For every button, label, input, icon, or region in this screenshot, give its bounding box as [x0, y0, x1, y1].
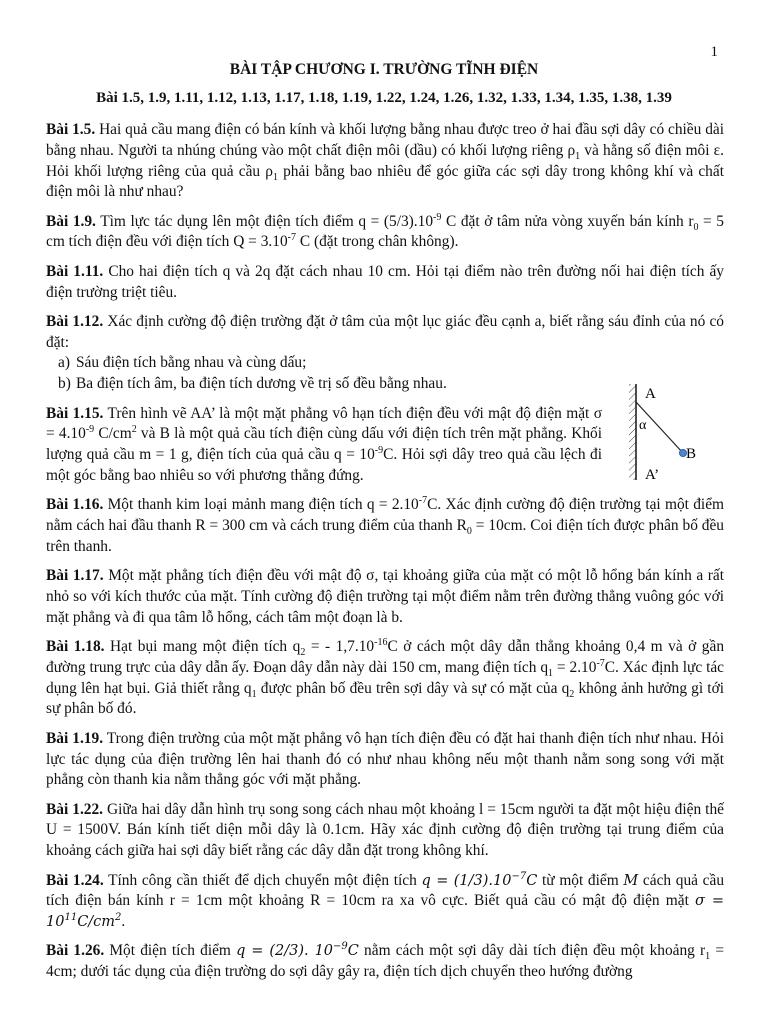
label-alpha: α — [639, 418, 647, 433]
superscript: -9 — [374, 445, 384, 457]
exercise-text: Giữa hai dây dẫn hình trụ song song cách nhau một khoảng l = 15cm người ta đặt một hiệu điện thế U = 1500V. Bán kính tiết diện mỗi dây là 0.1cm. Hãy xác định cường độ điện trường tại trung điểm của khoảng cách giữa hai sợi dây biết rằng các dây dẫn đặt trong không khí. — [46, 800, 724, 860]
exercise-text: C ở cách một dây dẫn thẳng khoảng 0,4 m và ở gần đường trung trực của dây dẫn ấy. Đoạn dây dẫn này dài 150 cm, mang điện tích q — [46, 638, 725, 676]
exercise-list: Bài 1.5, 1.9, 1.11, 1.12, 1.13, 1.17, 1.18, 1.19, 1.22, 1.24, 1.26, 1.32, 1.33, 1.34, 1.35, 1.38, 1.39 — [96, 90, 672, 106]
exercise-text: = - 1,7.10 — [305, 638, 375, 656]
exercise-text: C. Xác định lực tác dụng lên hạt bụi. Giả thiết rằng q — [46, 658, 725, 697]
option-marker: b) — [58, 375, 71, 393]
exercise-text: Cho hai điện tích q và 2q đặt cách nhau 10 cm. Hỏi tại điểm nào trên đường nối hai điện tích ấy điện trường triệt tiêu. — [46, 262, 724, 301]
exercise-content — [46, 120, 724, 991]
superscript: -16 — [374, 636, 388, 648]
figure-svg — [620, 380, 730, 490]
subscript: 1 — [272, 171, 278, 183]
exercise-1-5 — [46, 120, 724, 203]
exercise-text: không ảnh hưởng gì tới sự phân bố đó. — [46, 679, 724, 718]
math-text: q = (1/3).10 — [421, 872, 512, 889]
exercise-label: Bài 1.17. — [46, 567, 104, 585]
exercise-1-26 — [46, 941, 724, 983]
superscript: -9 — [85, 424, 95, 436]
exercise-text: Hai quả cầu mang điện có bán kính và khối lượng bằng nhau được treo ở hai đầu sợi dây có chiều dài bằng nhau. Người ta nhúng chúng vào một chất điện môi (dầu) có khối lượng riêng ρ — [46, 121, 725, 159]
exercise-text: Một điện tích điểm — [104, 942, 237, 960]
exercise-1-11 — [46, 262, 724, 304]
exercise-text: Xác định cường độ điện trường đặt ở tâm của một lục giác đều cạnh a, biết rằng sáu đỉnh của nó có đặt: — [46, 312, 724, 351]
exercise-label: Bài 1.9. — [46, 212, 96, 230]
math-expression — [421, 870, 538, 889]
subscript: 1 — [251, 688, 257, 700]
charged-plane-hatching — [629, 384, 636, 480]
superscript: −7 — [511, 870, 527, 882]
option-a — [46, 353, 724, 374]
exercise-1-16 — [46, 495, 724, 557]
option-marker: a) — [58, 354, 70, 372]
subscript: 1 — [548, 667, 554, 679]
superscript: −9 — [333, 941, 348, 953]
subscript: 0 — [693, 221, 699, 233]
exercise-text: C. Xác định cường độ điện trường tại một điểm nằm cách hai đầu thanh R = 300 cm và cách trung điểm của thanh R — [46, 496, 725, 535]
exercise-text: Hạt bụi mang một điện tích q — [104, 638, 301, 656]
exercise-text: C/cm — [94, 425, 132, 443]
exercise-1-15 — [46, 404, 602, 487]
exercise-text: Tìm lực tác dụng lên một điện tích điểm q = (5/3).10 — [95, 212, 434, 230]
exercise-text: = 2.10 — [553, 658, 597, 676]
superscript: 2 — [115, 912, 122, 924]
exercise-text: phải bằng bao nhiêu để góc giữa các sợi dây trong không khí và chất điện môi là như nhau? — [46, 162, 724, 201]
exercise-label: Bài 1.26. — [46, 942, 105, 960]
exercise-label: Bài 1.19. — [46, 729, 104, 747]
subscript: 1 — [705, 951, 711, 963]
exercise-text: . — [121, 913, 126, 931]
exercise-text: Một mặt phẳng tích điện đều với mật độ σ, tại khoảng giữa của mặt có một lỗ hổng bán kính a rất nhỏ so với kích thước của mặt. Tính cường độ điện trường tại một điểm nằm trên đường thẳng vuông góc với mặt phẳng và đi qua tâm lỗ hổng, cách tâm một đoạn là b. — [46, 567, 724, 626]
math-text: C — [347, 943, 359, 960]
exercise-text: C. Hỏi sợi dây treo quả cầu lệch đi một góc bằng bao nhiêu so với phương thẳng đứng. — [46, 446, 602, 484]
exercise-text: Tính công cần thiết để dịch chuyển một điện tích — [103, 871, 422, 889]
exercise-text: C đặt ở tâm nửa vòng xuyến bán kính r — [441, 212, 694, 230]
option-text: Sáu điện tích bằng nhau và cùng dấu; — [76, 354, 307, 372]
exercise-label: Bài 1.18. — [46, 638, 105, 656]
page-title: BÀI TẬP CHƯƠNG I. TRƯỜNG TĨNH ĐIỆN — [229, 61, 539, 78]
label-a: A — [645, 386, 656, 402]
subscript: 0 — [466, 526, 472, 538]
math-expression: M — [623, 872, 639, 889]
plane-sphere-figure — [620, 380, 730, 490]
exercise-text: từ một điểm — [537, 871, 624, 889]
exercise-text: Trên hình vẽ AA’ là một mặt phẳng vô hạn tích điện đều với mật độ điện mặt σ = 4.10 — [46, 404, 602, 443]
superscript: -7 — [596, 657, 605, 669]
label-a-prime: A’ — [645, 467, 660, 483]
superscript: -7 — [418, 495, 428, 507]
math-text: q = (2/3). 10 — [236, 943, 334, 960]
superscript: -9 — [433, 211, 442, 223]
math-text: C/cm — [77, 914, 116, 931]
exercise-text: nằm cách một sợi dây dài tích điện đều một khoảng r — [358, 942, 706, 960]
superscript: 2 — [131, 424, 137, 436]
math-text: C — [526, 872, 538, 889]
page-number: 1 — [710, 44, 718, 60]
exercise-label: Bài 1.22. — [46, 800, 104, 818]
exercise-1-19 — [46, 729, 724, 791]
math-expression — [236, 943, 359, 959]
exercise-text: = 10cm. Coi điện tích được phân bố đều trên thanh. — [46, 517, 724, 555]
exercise-text: Một thanh kim loại mảnh mang điện tích q = 2.10 — [103, 496, 419, 514]
exercise-text: Trong điện trường của một mặt phẳng vô hạn tích điện đều có đặt hai thanh điện tích như nhau. Hỏi lực tác dụng của điện trường lên hai thanh đó có như nhau không nếu một thanh nằm song song với mặt phẳng còn thanh kia nằm thẳng góc với mặt phẳng. — [46, 729, 724, 789]
math-text: σ = 10 — [46, 893, 724, 931]
exercise-1-24 — [46, 871, 724, 933]
exercise-1-17 — [46, 566, 724, 628]
superscript: -7 — [287, 232, 296, 244]
subscript: 1 — [575, 150, 581, 162]
exercise-label: Bài 1.11. — [46, 262, 104, 280]
exercise-text: C (đặt trong chân không). — [296, 233, 459, 251]
exercise-text: và B là một quả cầu tích điện cùng dấu với điện tích trên mặt phẳng. Khối lượng quả cầu m = 1 g, điện tích của quả cầu q = 10 — [46, 425, 602, 464]
exercise-label: Bài 1.15. — [46, 404, 104, 422]
label-b: B — [686, 446, 697, 462]
subscript: 2 — [569, 688, 575, 700]
exercise-1-22 — [46, 800, 724, 862]
exercise-text: cách quả cầu tích điện bán kính r = 1cm một khoảng R = 10cm ra xa vô cực. Biết quả cầu có mật độ điện mặt — [46, 871, 725, 910]
subscript: 2 — [300, 647, 306, 659]
exercise-text: được phân bố đều trên sợi dây và sự có mặt của q — [256, 679, 570, 697]
exercise-1-9 — [46, 212, 724, 254]
exercise-text: = 4cm; dưới tác dụng của điện trường do sợi dây gây ra, điện tích dịch chuyển theo hướng đường — [46, 942, 725, 981]
exercise-label: Bài 1.24. — [46, 871, 104, 889]
exercise-label: Bài 1.12. — [46, 312, 104, 330]
superscript: 11 — [64, 912, 78, 924]
exercise-label: Bài 1.16. — [46, 496, 104, 514]
option-text: Ba điện tích âm, ba điện tích dương về trị số đều bằng nhau. — [76, 375, 447, 393]
exercise-1-18 — [46, 637, 724, 720]
exercise-text: = 5 cm tích điện đều với điện tích Q = 3.10 — [46, 212, 725, 251]
exercise-text: và hằng số điện môi ε. Hỏi khối lượng riêng của quả cầu ρ — [46, 141, 724, 180]
exercise-label: Bài 1.5. — [46, 121, 96, 138]
